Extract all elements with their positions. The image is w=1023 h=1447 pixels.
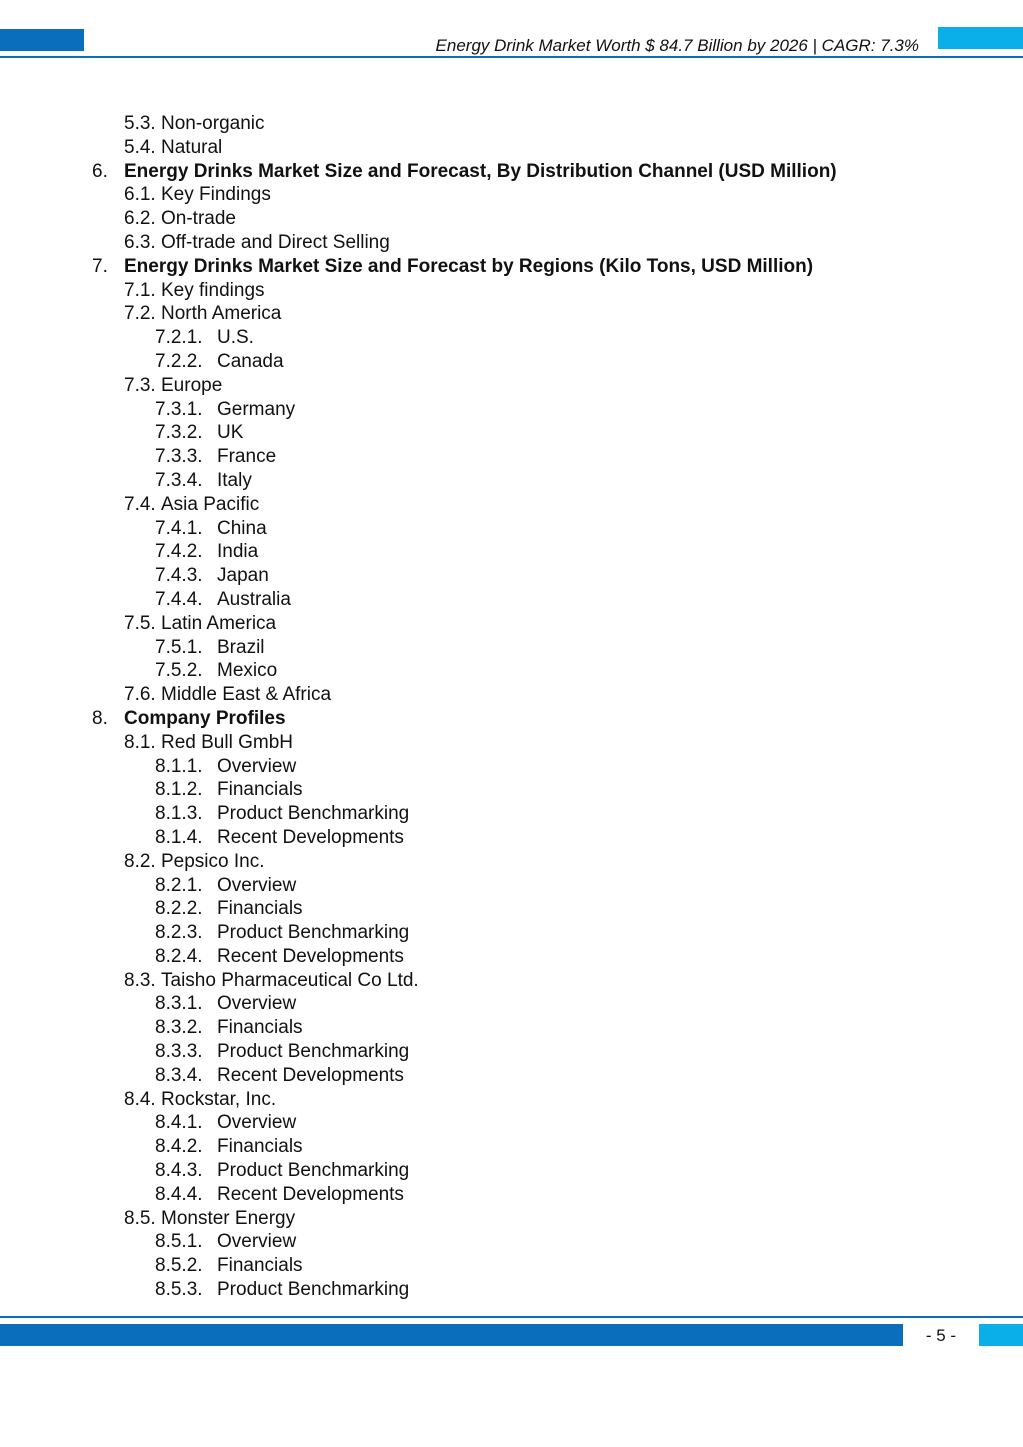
toc-entry-number: 5.3.	[124, 113, 156, 134]
toc-entry	[0, 1064, 1023, 1088]
toc-entry-number: 7.3.1.	[155, 398, 203, 420]
toc-entry-number: 7.4.4.	[155, 588, 203, 610]
toc-entry-text: Overview	[217, 1112, 297, 1134]
toc-entry-number: 6.	[92, 160, 108, 182]
toc-entry-number: 7.5.	[124, 612, 156, 634]
toc-entry	[0, 659, 1023, 683]
toc-entry-number: 7.5.2.	[155, 660, 203, 682]
toc-entry-number: 7.3.2.	[155, 422, 203, 444]
toc-entry-number: 7.4.3.	[155, 565, 203, 587]
toc-entry-text: U.S.	[217, 327, 254, 349]
toc-entry	[0, 874, 1023, 898]
toc-entry-number: 7.5.1.	[155, 636, 203, 658]
table-of-contents	[0, 112, 1023, 1302]
toc-entry-number: 8.4.2.	[155, 1136, 203, 1158]
toc-entry	[0, 945, 1023, 969]
toc-entry	[0, 302, 1023, 326]
toc-entry-text: Product Benchmarking	[217, 1160, 410, 1182]
toc-entry-text: Latin America	[161, 612, 277, 634]
toc-entry	[0, 207, 1023, 231]
toc-entry	[0, 588, 1023, 612]
toc-entry-text: Product Benchmarking	[217, 1041, 410, 1063]
toc-entry-text: Italy	[217, 469, 252, 491]
toc-entry-number: 7.	[92, 255, 108, 277]
toc-entry	[0, 136, 1023, 160]
toc-entry	[0, 160, 1023, 184]
toc-entry-number: 8.2.2.	[155, 898, 203, 920]
toc-entry	[0, 421, 1023, 445]
toc-entry-number: 8.	[92, 707, 108, 729]
toc-entry-text: Europe	[161, 374, 223, 396]
toc-entry-number: 8.1.1.	[155, 755, 203, 777]
toc-entry-number: 7.3.	[124, 374, 156, 396]
toc-entry-text: Financials	[217, 1017, 303, 1039]
toc-entry-number: 8.5.2.	[155, 1255, 203, 1277]
toc-entry	[0, 1230, 1023, 1254]
toc-entry	[0, 398, 1023, 422]
toc-entry-number: 6.1.	[124, 184, 156, 206]
toc-entry-text: Recent Developments	[217, 1064, 404, 1086]
toc-entry-number: 7.2.	[124, 303, 156, 325]
toc-entry-text: Off-trade and Direct Selling	[161, 231, 390, 253]
header-rule	[0, 56, 1023, 58]
toc-entry-text: Non-organic	[161, 113, 265, 134]
toc-entry-text: Financials	[217, 779, 303, 801]
toc-entry	[0, 183, 1023, 207]
toc-entry-text: Energy Drinks Market Size and Forecast, By Distribution Channel (USD Million)	[124, 160, 837, 182]
toc-entry	[0, 683, 1023, 707]
toc-entry-number: 8.3.4.	[155, 1064, 203, 1086]
footer-rule	[0, 1316, 1023, 1318]
toc-entry-text: Energy Drinks Market Size and Forecast by Regions (Kilo Tons, USD Million)	[124, 255, 814, 277]
toc-entry-text: Taisho Pharmaceutical Co Ltd.	[161, 969, 419, 991]
toc-entry	[0, 564, 1023, 588]
toc-entry-number: 8.1.2.	[155, 779, 203, 801]
toc-entry	[0, 350, 1023, 374]
toc-entry-text: Overview	[217, 1231, 297, 1253]
toc-entry	[0, 112, 1023, 136]
toc-entry	[0, 636, 1023, 660]
toc-entry-number: 7.2.1.	[155, 327, 203, 349]
toc-entry	[0, 1183, 1023, 1207]
toc-entry-number: 7.4.2.	[155, 541, 203, 563]
toc-entry-number: 7.4.1.	[155, 517, 203, 539]
toc-entry-number: 6.2.	[124, 208, 156, 230]
toc-entry-text: Financials	[217, 898, 303, 920]
toc-entry	[0, 231, 1023, 255]
toc-entry	[0, 731, 1023, 755]
toc-entry-text: Australia	[217, 588, 291, 610]
toc-entry-text: Product Benchmarking	[217, 1279, 410, 1301]
toc-entry-text: Overview	[217, 755, 297, 777]
toc-entry-text: India	[217, 541, 259, 563]
toc-entry	[0, 445, 1023, 469]
toc-entry-number: 8.1.4.	[155, 826, 203, 848]
toc-entry-text: UK	[217, 422, 244, 444]
toc-entry-text: Financials	[217, 1136, 303, 1158]
toc-entry-number: 8.3.	[124, 969, 156, 991]
toc-entry-number: 8.1.3.	[155, 803, 203, 825]
toc-entry	[0, 540, 1023, 564]
toc-entry-number: 8.3.2.	[155, 1017, 203, 1039]
toc-entry-number: 7.4.	[124, 493, 156, 515]
toc-entry-text: Rockstar, Inc.	[161, 1088, 277, 1110]
toc-entry-text: Asia Pacific	[161, 493, 260, 515]
page-number: - 5 -	[925, 1326, 957, 1345]
page-header-title: Energy Drink Market Worth $ 84.7 Billion by 2026 | CAGR: 7.3%	[435, 36, 919, 55]
toc-entry	[0, 517, 1023, 541]
toc-entry-text: Key findings	[161, 279, 265, 301]
header-accent-bar-left	[0, 29, 84, 51]
toc-entry	[0, 279, 1023, 303]
toc-entry-number: 8.4.1.	[155, 1112, 203, 1134]
toc-entry-text: Red Bull GmbH	[161, 731, 293, 753]
toc-entry-text: Recent Developments	[217, 1183, 404, 1205]
toc-entry-text: Recent Developments	[217, 826, 404, 848]
toc-entry	[0, 1135, 1023, 1159]
toc-entry-text: China	[217, 517, 267, 539]
toc-entry-number: 7.1.	[124, 279, 156, 301]
toc-entry-text: Monster Energy	[161, 1207, 296, 1229]
toc-entry-text: Pepsico Inc.	[161, 850, 265, 872]
toc-entry	[0, 374, 1023, 398]
toc-entry-text: Japan	[217, 565, 269, 587]
toc-entry-number: 8.3.3.	[155, 1041, 203, 1063]
toc-entry-number: 8.5.3.	[155, 1279, 203, 1301]
toc-entry	[0, 1159, 1023, 1183]
toc-entry-number: 7.6.	[124, 684, 156, 706]
toc-entry-text: On-trade	[161, 208, 236, 230]
toc-entry	[0, 969, 1023, 993]
toc-entry-number: 7.3.4.	[155, 469, 203, 491]
toc-entry	[0, 255, 1023, 279]
toc-entry	[0, 1278, 1023, 1302]
toc-entry-number: 8.4.	[124, 1088, 156, 1110]
toc-entry	[0, 802, 1023, 826]
toc-entry-text: Middle East & Africa	[161, 684, 332, 706]
toc-entry-text: Brazil	[217, 636, 265, 658]
toc-entry-number: 8.2.	[124, 850, 156, 872]
toc-entry-text: Canada	[217, 350, 284, 372]
toc-entry-text: France	[217, 446, 277, 468]
toc-entry	[0, 1016, 1023, 1040]
toc-entry-text: Overview	[217, 993, 297, 1015]
toc-entry	[0, 326, 1023, 350]
toc-entry-number: 6.3.	[124, 231, 156, 253]
toc-entry-number: 8.4.4.	[155, 1183, 203, 1205]
toc-entry	[0, 1111, 1023, 1135]
toc-entry-text: Overview	[217, 874, 297, 896]
toc-entry-text: Key Findings	[161, 184, 271, 206]
toc-entry	[0, 707, 1023, 731]
toc-entry	[0, 992, 1023, 1016]
toc-entry	[0, 755, 1023, 779]
footer-accent-bar-left	[0, 1324, 903, 1346]
toc-entry-number: 8.2.1.	[155, 874, 203, 896]
header-accent-bar-right	[938, 27, 1023, 49]
toc-entry-text: Recent Developments	[217, 945, 404, 967]
toc-entry-number: 7.2.2.	[155, 350, 203, 372]
toc-entry-number: 8.4.3.	[155, 1160, 203, 1182]
toc-entry	[0, 1040, 1023, 1064]
toc-entry	[0, 897, 1023, 921]
toc-entry-number: 8.3.1.	[155, 993, 203, 1015]
toc-entry-number: 5.4.	[124, 136, 156, 158]
toc-entry	[0, 469, 1023, 493]
toc-entry-text: Financials	[217, 1255, 303, 1277]
toc-entry-number: 8.5.	[124, 1207, 156, 1229]
toc-entry-text: Natural	[161, 136, 223, 158]
toc-entry	[0, 778, 1023, 802]
toc-entry-text: North America	[161, 303, 282, 325]
toc-entry-number: 8.1.	[124, 731, 156, 753]
toc-entry-text: Product Benchmarking	[217, 922, 410, 944]
toc-entry	[0, 612, 1023, 636]
toc-entry-number: 8.2.3.	[155, 922, 203, 944]
toc-entry	[0, 826, 1023, 850]
toc-entry	[0, 921, 1023, 945]
toc-entry-text: Germany	[217, 398, 296, 420]
footer-accent-bar-right	[979, 1324, 1023, 1346]
toc-entry	[0, 1088, 1023, 1112]
toc-entry	[0, 1254, 1023, 1278]
toc-entry-text: Mexico	[217, 660, 278, 682]
toc-entry	[0, 1207, 1023, 1231]
toc-entry-number: 7.3.3.	[155, 446, 203, 468]
toc-entry	[0, 493, 1023, 517]
toc-entry	[0, 850, 1023, 874]
toc-entry-text: Product Benchmarking	[217, 803, 410, 825]
toc-entry-text: Company Profiles	[124, 707, 286, 729]
toc-entry-number: 8.5.1.	[155, 1231, 203, 1253]
toc-entry-number: 8.2.4.	[155, 945, 203, 967]
